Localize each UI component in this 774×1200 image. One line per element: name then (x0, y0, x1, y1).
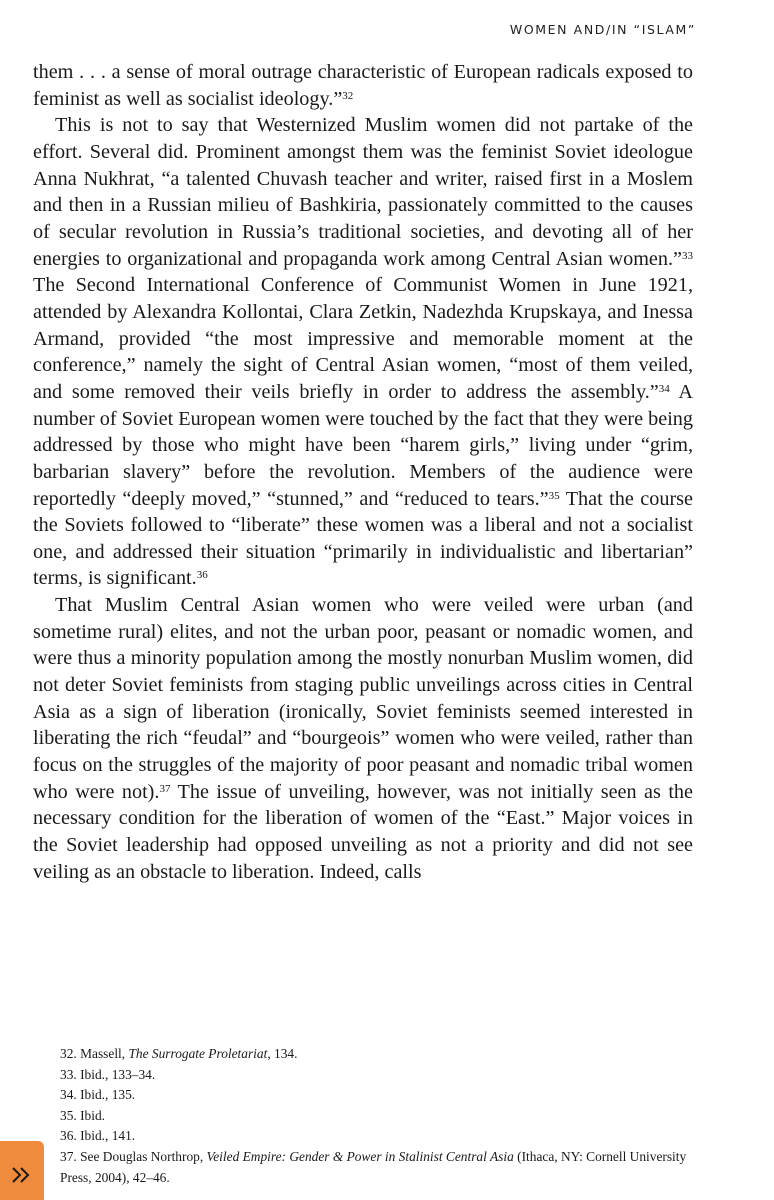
paragraph-1: them . . . a sense of moral outrage characteristic of European radicals exposed to feminist as well as socialist ideology.”$^{32}$ (33, 61, 693, 110)
footnote-34: 34. Ibid., 135. (60, 1087, 136, 1103)
footnote-32: 32. Massell, The Surrogate Proletariat, 134. (60, 1046, 298, 1061)
body-text (33, 59, 693, 885)
next-page-tab[interactable] (0, 1141, 44, 1200)
footnote-ref-36[interactable]: 36 (196, 569, 208, 582)
footnote-37: 37. See Douglas Northrop, Veiled Empire: Gender & Power in Stalinist Central Asia (Ithaca, NY: Cornell University Press, 2004), 42–46. (60, 1148, 687, 1185)
running-head: WOMEN AND/IN “ISLAM” (509, 22, 696, 37)
footnote-ref-34[interactable]: 34 (658, 382, 670, 395)
footnote-ref-33[interactable]: 33 (682, 249, 693, 262)
footnote-ref-37[interactable]: 37 (159, 782, 171, 795)
paragraph-3: That Muslim Central Asian women who were veiled were urban (and sometime rural) elites, and not the urban poor, peasant or nomadic women, and were thus a minority population among the mostly nonurban Muslim women, did not deter Soviet feminists from staging public unveilings across cities in Central Asia as a sign of liberation (ironically, Soviet feminists seemed interested in liberating the rich “feudal” and “bourgeois” women who were veiled, rather than focus on the struggles of the majority of poor peasant and nomadic tribal women who were not).$^{37}$ The issue of unveiling, however, was not initially seen as the necessary condition for the liberation of women of the “East.” Major voices in the Soviet leadership had opposed unveiling as not a priority and did not see veiling as an obstacle to liberation. Indeed, calls (33, 594, 693, 883)
footnote-ref-35[interactable]: 35 (548, 489, 560, 502)
double-chevron-right-icon (10, 1165, 34, 1185)
footnote-33: 33. Ibid., 133–34. (60, 1066, 156, 1082)
footnote-36: 36. Ibid., 141. (60, 1128, 136, 1144)
footnote-35: 35. Ibid. (60, 1107, 106, 1123)
footnotes (33, 1044, 693, 1188)
footnote-ref-32[interactable]: 32 (342, 89, 354, 102)
paragraph-2: This is not to say that Westernized Muslim women did not partake of the effort. Several did. Prominent amongst them was the feminist Soviet ideologue Anna Nukhrat, “a talented Chuvash teacher and writer, raised first in a Moslem and then in a Russian milieu of Bashkiria, passionately committed to the causes of secular revolution in Russia’s traditional societies, and devoting all of her energies to organizational and propaganda work among Central Asian women.”$^{33}$ The Second International Conference of Communist Women in June 1921, attended by Alexandra Kollontai, Clara Zetkin, Nadezhda Krupskaya, and Inessa Armand, provided “the most impressive and memorable moment at the conference,” namely the sight of Central Asian women, “most of them veiled, and some removed their veils briefly in order to address the assembly.”$^{34}$ A number of Soviet European women were touched by the fact that they were being addressed by those who might have been “harem girls,” living under “grim, barbarian slavery” before the revolution. Members of the audience were reportedly “deeply moved,” “stunned,” and “reduced to tears.”$^{35}$ That the course the Soviets followed to “liberate” these women was a liberal and not a socialist one, and addressed their situation “primarily in individualistic and libertarian” terms, is significant.$^{36}$ (33, 114, 693, 590)
